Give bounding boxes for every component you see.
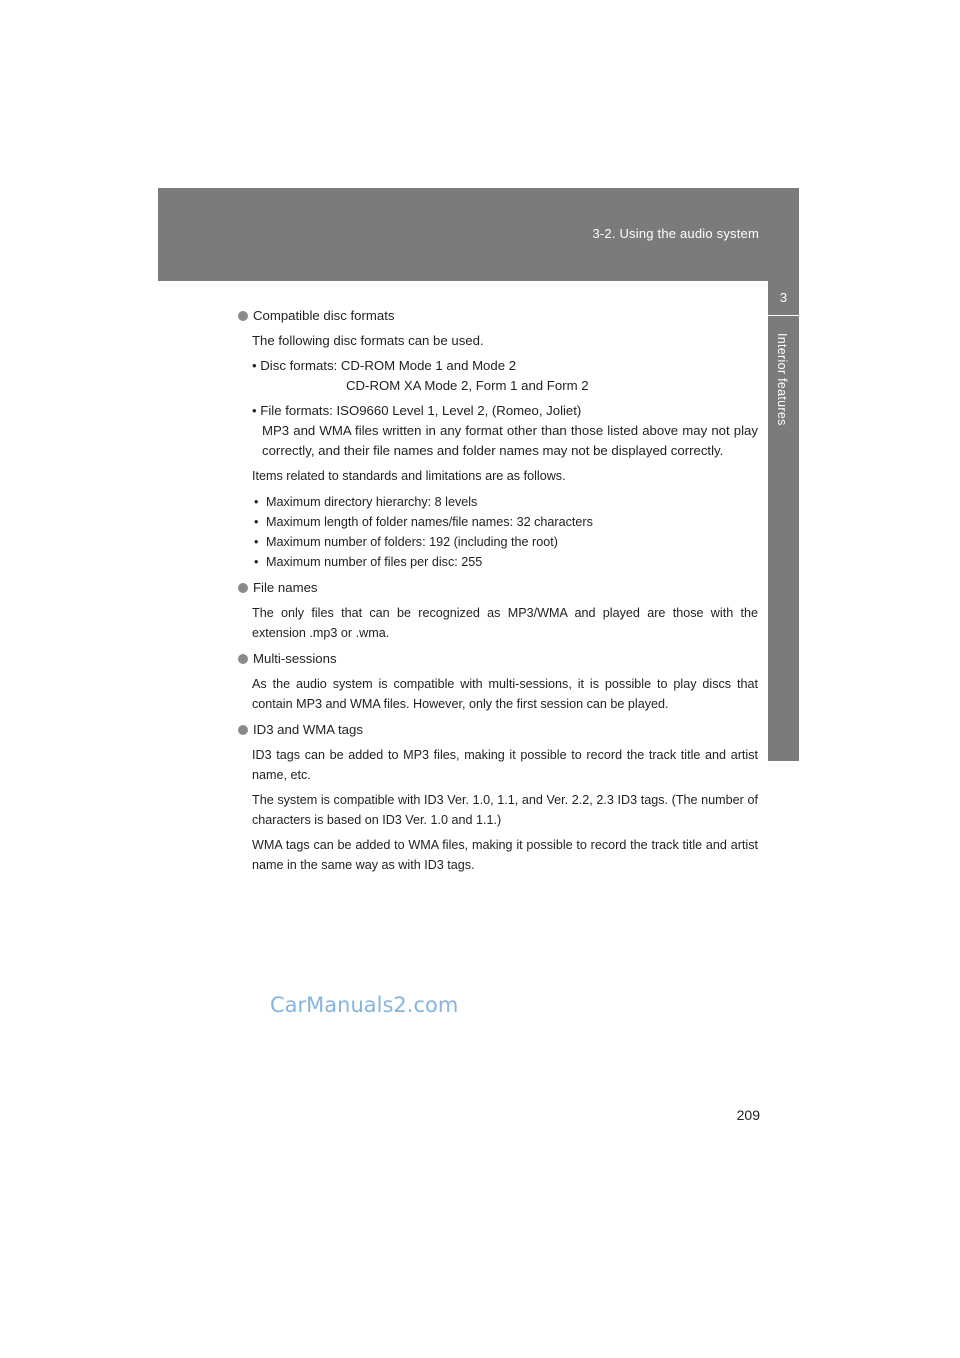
- bullet-dot-icon: [238, 583, 248, 593]
- chapter-label: Interior features: [775, 333, 789, 426]
- tags-body-2: The system is compatible with ID3 Ver. 1.0, 1.1, and Ver. 2.2, 2.3 ID3 tags. (The number of characters is based on ID3 Ver. 1.0 and 1.1.): [252, 793, 758, 827]
- list-item: • Maximum directory hierarchy: 8 levels: [254, 492, 758, 512]
- tags-body-1: ID3 tags can be added to MP3 files, making it possible to record the track title and artist name, etc.: [252, 748, 758, 782]
- chapter-side-tab: [768, 281, 799, 761]
- file-names-body: The only files that can be recognized as MP3/WMA and played are those with the extension .mp3 or .wma.: [252, 606, 758, 640]
- tags-body-3: WMA tags can be added to WMA files, making it possible to record the track title and artist name in the same way as with ID3 tags.: [252, 838, 758, 872]
- bullet-dot-icon: [238, 654, 248, 664]
- section-heading-multi-sessions: Multi-sessions: [238, 649, 758, 669]
- multi-sessions-body: As the audio system is compatible with multi-sessions, it is possible to play discs that contain MP3 and WMA files. However, only the first session can be played.: [252, 677, 758, 711]
- file-formats-line: • File formats: ISO9660 Level 1, Level 2, (Romeo, Joliet): [252, 403, 582, 418]
- list-item: • Maximum length of folder names/file names: 32 characters: [254, 512, 758, 532]
- bullet-dot-icon: [238, 311, 248, 321]
- chapter-number: 3: [779, 290, 788, 305]
- watermark: CarManuals2.com: [270, 993, 459, 1017]
- file-formats-note: MP3 and WMA files written in any format other than those listed above may not play correctly, and their file names and folder names may not be displayed correctly.: [262, 423, 758, 458]
- bullet-dot-icon: [238, 725, 248, 735]
- limits-intro: Items related to standards and limitations are as follows.: [252, 469, 566, 483]
- list-item: • Maximum number of files per disc: 255: [254, 552, 758, 572]
- section-heading-tags: ID3 and WMA tags: [238, 720, 758, 740]
- disc-formats-line: • Disc formats: CD-ROM Mode 1 and Mode 2: [252, 358, 517, 373]
- list-item: • Maximum number of folders: 192 (including the root): [254, 532, 758, 552]
- page-number: 209: [736, 1107, 760, 1123]
- disc-formats-cont: CD-ROM XA Mode 2, Form 1 and Form 2: [346, 378, 589, 393]
- disc-formats-intro: The following disc formats can be used.: [252, 333, 484, 348]
- chapter-divider: [768, 315, 799, 316]
- section-heading-disc-formats: Compatible disc formats: [238, 306, 758, 326]
- header-band: [158, 188, 799, 281]
- limits-list: [238, 492, 758, 572]
- section-title: 3-2. Using the audio system: [592, 226, 759, 241]
- section-heading-file-names: File names: [238, 578, 758, 598]
- page-content: [238, 306, 758, 875]
